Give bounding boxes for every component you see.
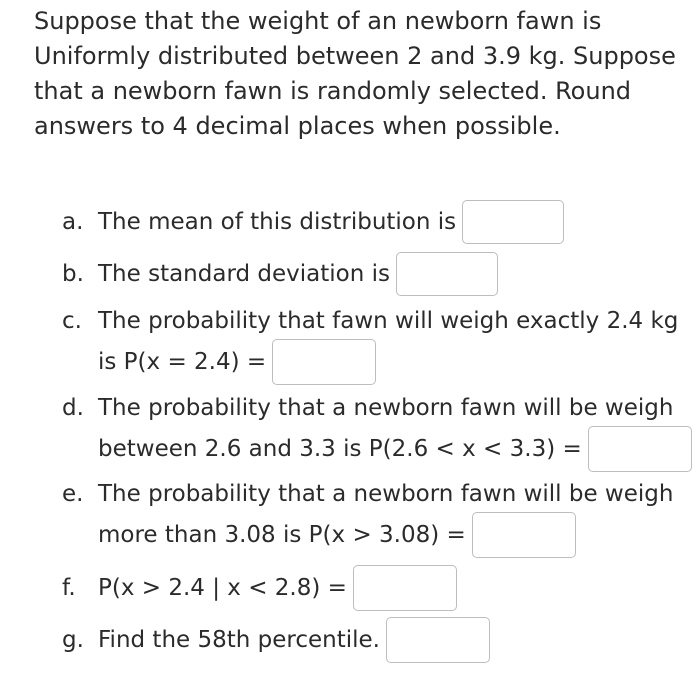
question-g-text: Find the 58th percentile. (98, 627, 380, 653)
question-e-text-2: more than 3.08 is P(x > 3.08) = (98, 522, 466, 548)
question-b-text: The standard deviation is (98, 261, 391, 287)
question-d-text: The probability that a newborn fawn will be weigh (98, 395, 674, 421)
question-d-line-2 (98, 426, 692, 472)
question-b-letter: b. (62, 261, 84, 287)
question-e-letter: e. (62, 481, 84, 507)
question-c-letter: c. (62, 308, 82, 334)
question-e (62, 479, 673, 509)
answer-g-input[interactable] (386, 617, 490, 663)
question-c (62, 306, 678, 336)
answer-c-input[interactable] (272, 339, 376, 385)
problem-line-2: Uniformly distributed between 2 and 3.9 kg. Suppose (34, 42, 676, 70)
question-f-text: P(x > 2.4 | x < 2.8) = (98, 575, 347, 601)
question-a-text: The mean of this distribution is (98, 209, 457, 235)
answer-d-input[interactable] (588, 426, 692, 472)
answer-e-input[interactable] (472, 512, 576, 558)
question-e-line-2 (98, 512, 576, 558)
question-f-letter: f. (62, 575, 76, 601)
problem-statement (34, 4, 684, 144)
answer-f-input[interactable] (353, 565, 457, 611)
problem-line-3: that a newborn fawn is randomly selected. Round (34, 77, 632, 105)
question-c-line-2 (98, 339, 376, 385)
question-d (62, 393, 673, 423)
question-d-text-2: between 2.6 and 3.3 is P(2.6 < x < 3.3) = (98, 436, 582, 462)
question-d-letter: d. (62, 395, 84, 421)
question-c-text: The probability that fawn will weigh exactly 2.4 kg (98, 308, 679, 334)
problem-line-1: Suppose that the weight of an newborn fawn is (34, 7, 602, 35)
answer-a-input[interactable] (462, 200, 564, 244)
problem-line-4: answers to 4 decimal places when possible. (34, 112, 561, 140)
question-g-letter: g. (62, 627, 84, 653)
question-g (62, 617, 490, 663)
question-a (62, 200, 564, 244)
question-b (62, 252, 498, 296)
question-c-text-2: is P(x = 2.4) = (98, 349, 267, 375)
question-a-letter: a. (62, 209, 84, 235)
answer-b-input[interactable] (396, 252, 498, 296)
question-f (62, 565, 457, 611)
question-e-text: The probability that a newborn fawn will be weigh (98, 481, 674, 507)
